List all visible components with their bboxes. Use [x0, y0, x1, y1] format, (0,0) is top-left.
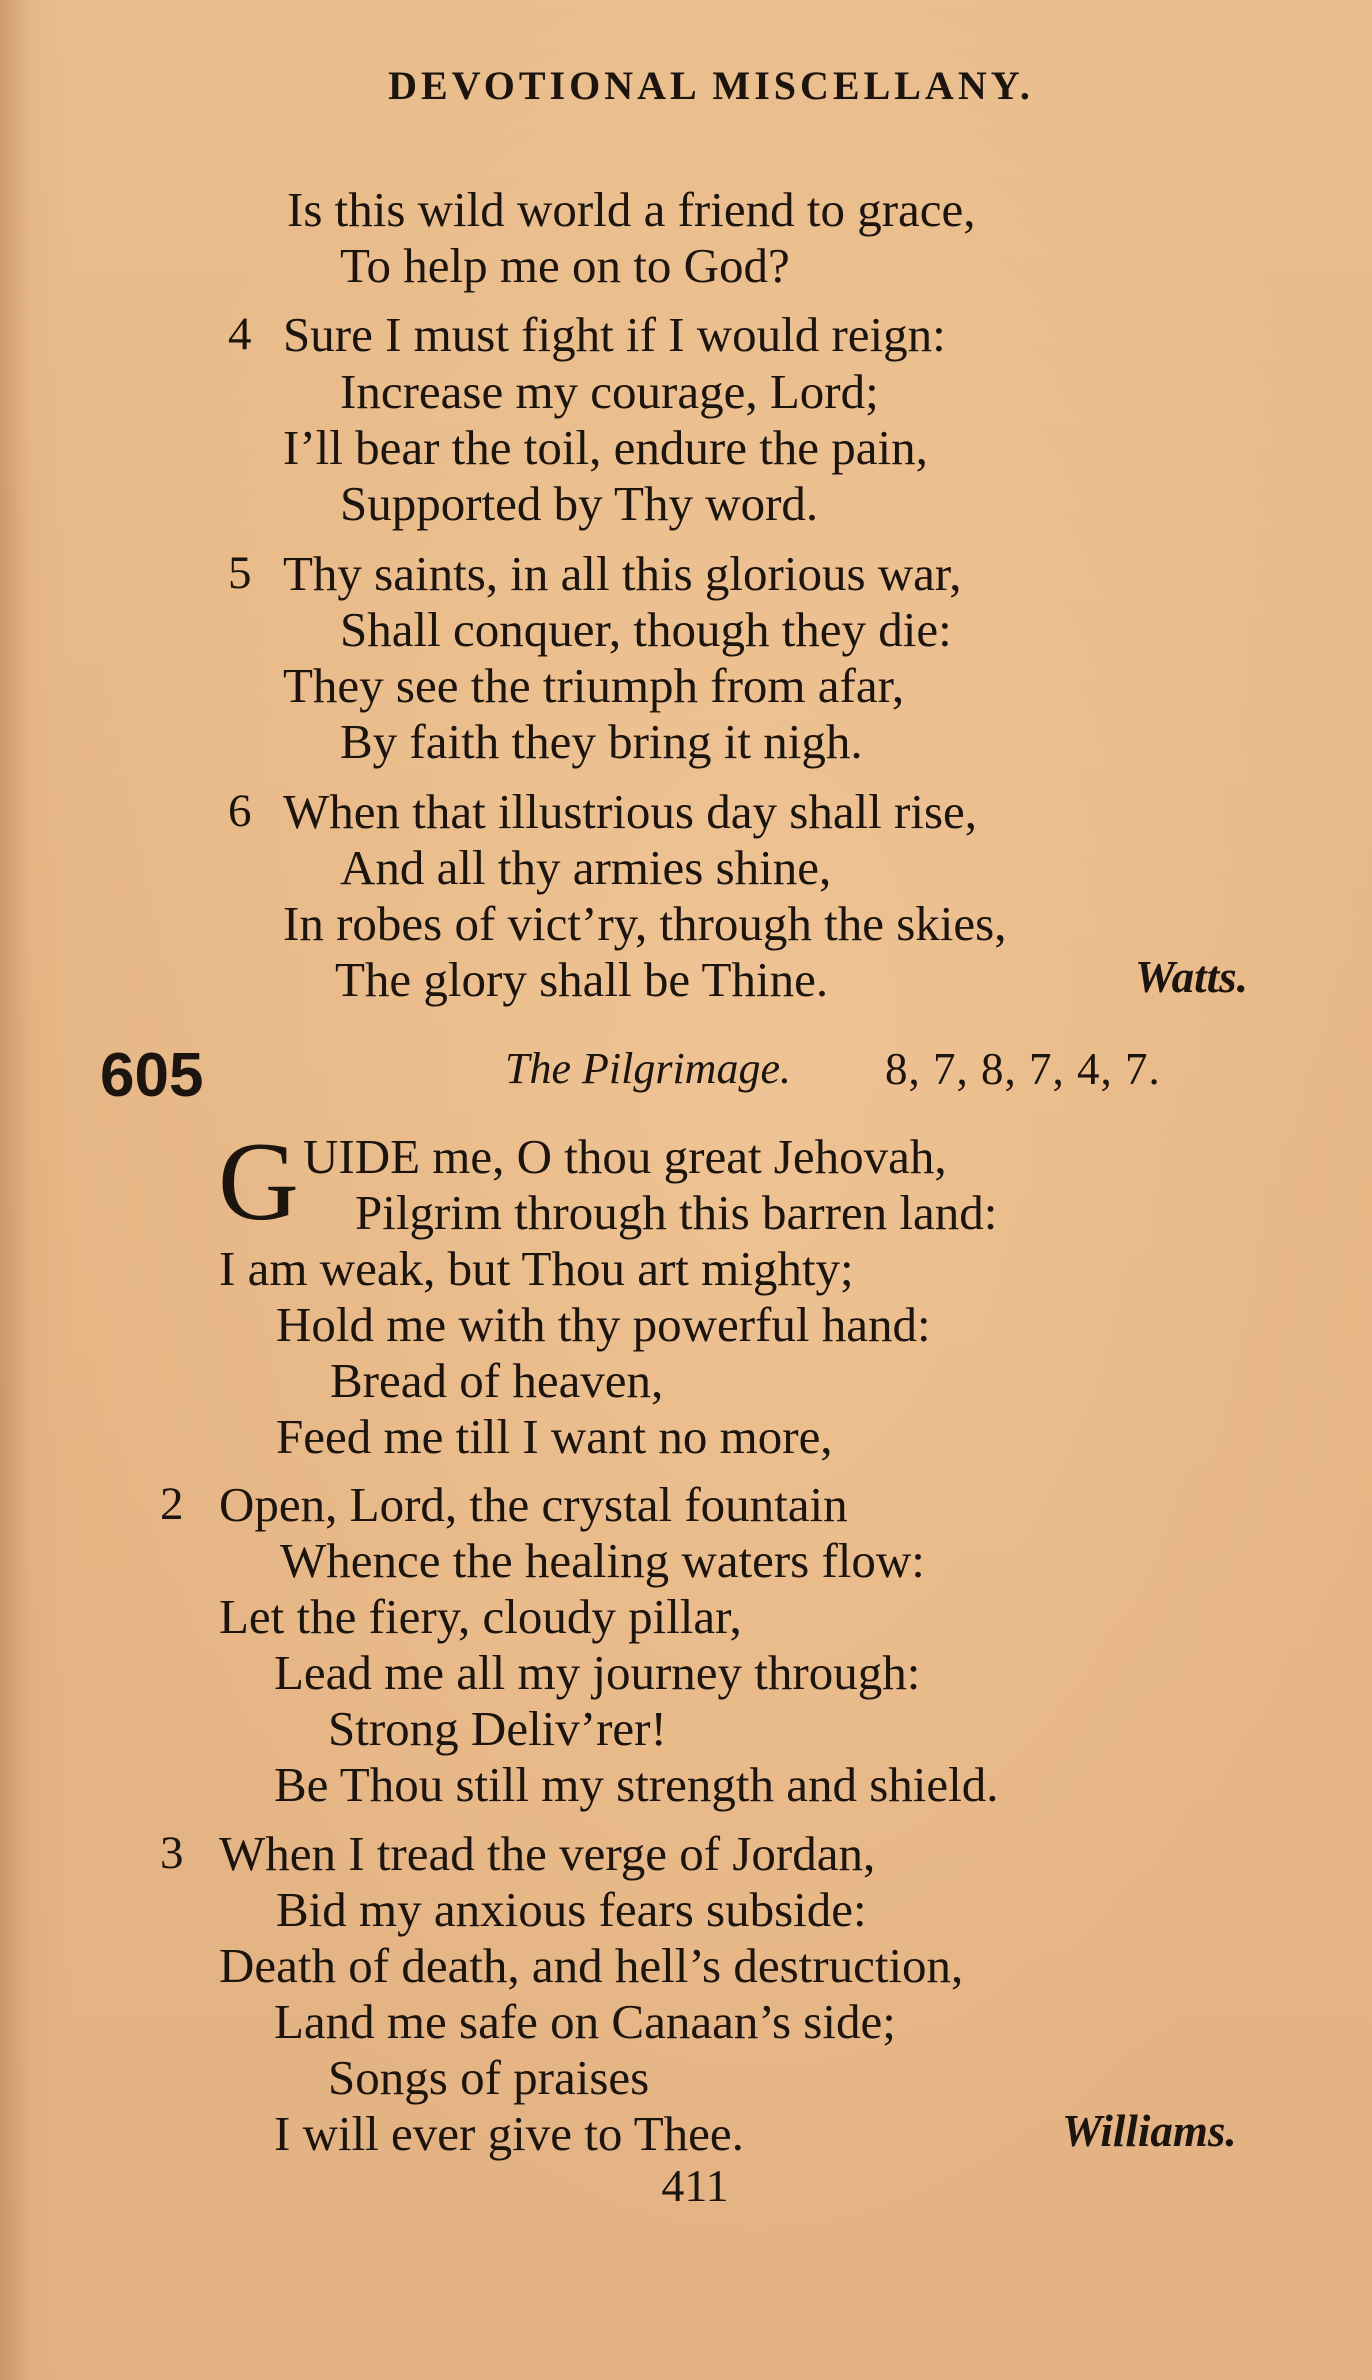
author-attribution: Williams. [1062, 2106, 1237, 2156]
verse-line: Thy saints, in all this glorious war, [283, 546, 962, 601]
verse-number: 4 [228, 308, 252, 360]
verse-line: Feed me till I want no more, [276, 1409, 833, 1464]
verse-number: 5 [228, 547, 252, 599]
verse-line: I am weak, but Thou art mighty; [219, 1241, 854, 1296]
verse-line: Bread of heaven, [330, 1353, 664, 1408]
verse-line: Open, Lord, the crystal fountain [219, 1477, 848, 1532]
verse-line: They see the triumph from afar, [283, 658, 905, 713]
hymn-meter: 8, 7, 8, 7, 4, 7. [885, 1044, 1161, 1094]
verse-line: I’ll bear the toil, endure the pain, [283, 420, 928, 475]
verse-line: Land me safe on Canaan’s side; [274, 1994, 896, 2049]
verse-line: The glory shall be Thine. [335, 952, 829, 1007]
running-header: DEVOTIONAL MISCELLANY. [388, 63, 1034, 108]
verse-line: When that illustrious day shall rise, [283, 784, 978, 839]
verse-line: And all thy armies shine, [340, 840, 832, 895]
author-attribution: Watts. [1135, 952, 1248, 1002]
verse-line: In robes of vict’ry, through the skies, [283, 896, 1007, 951]
verse-line: Be Thou still my strength and shield. [274, 1757, 999, 1812]
verse-line: By faith they bring it nigh. [340, 714, 863, 769]
verse-line: Let the fiery, cloudy pillar, [219, 1589, 742, 1644]
verse-line: Sure I must fight if I would reign: [283, 307, 946, 362]
verse-line: When I tread the verge of Jordan, [219, 1826, 876, 1881]
hymn-title: The Pilgrimage. [505, 1044, 791, 1093]
verse-line: Strong Deliv’rer! [328, 1701, 667, 1756]
drop-cap: G [218, 1120, 299, 1244]
verse-line: Supported by Thy word. [340, 476, 819, 531]
hymn-number: 605 [100, 1041, 204, 1110]
verse-line: UIDE me, O thou great Jehovah, [303, 1129, 947, 1184]
verse-line: Pilgrim through this barren land: [355, 1185, 998, 1240]
verse-number: 2 [160, 1478, 184, 1530]
verse-line: Shall conquer, though they die: [340, 602, 952, 657]
verse-line: Lead me all my journey through: [274, 1645, 921, 1700]
verse-line: Death of death, and hell’s destruction, [219, 1938, 964, 1993]
verse-line: Songs of praises [328, 2050, 650, 2105]
verse-line: Bid my anxious fears subside: [276, 1882, 867, 1937]
verse-line: I will ever give to Thee. [274, 2106, 744, 2161]
verse-number: 3 [160, 1827, 184, 1879]
verse-line: Whence the healing waters flow: [280, 1533, 925, 1588]
verse-line: Increase my courage, Lord; [340, 364, 879, 419]
verse-line: Is this wild world a friend to grace, [287, 182, 976, 237]
verse-line: To help me on to God? [340, 238, 790, 293]
verse-number: 6 [228, 785, 252, 837]
verse-line: Hold me with thy powerful hand: [276, 1297, 931, 1352]
page-number: 411 [661, 2160, 729, 2211]
